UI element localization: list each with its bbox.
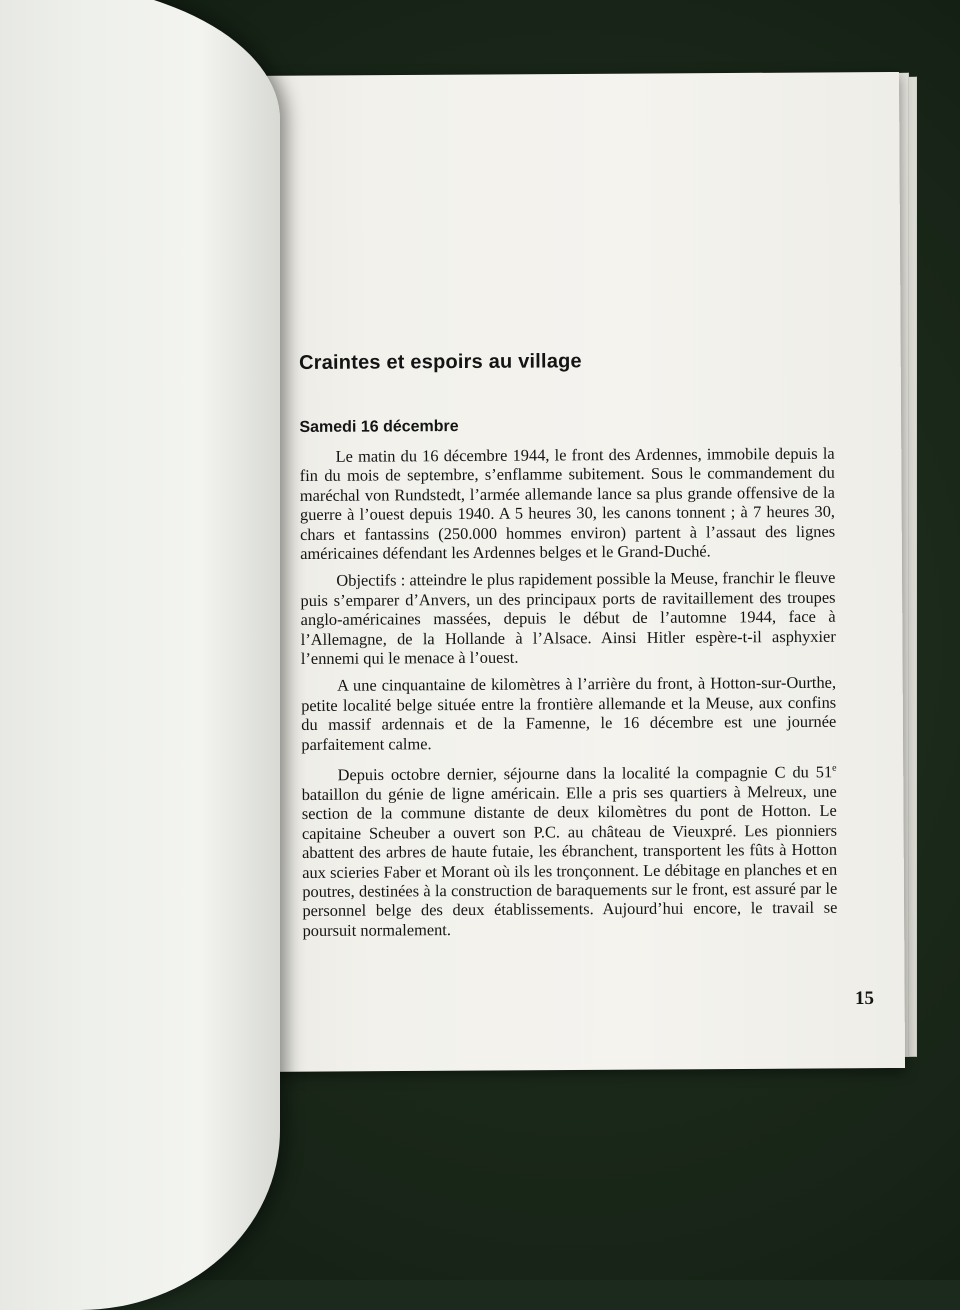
paragraph: Le matin du 16 décembre 1944, le front des Ardennes, immobile depuis la fin du mois de septembre, s’enflamme subitement. Sous le commandement du maréchal von Rundstedt, l’armée allemande lance sa plus grande offensive de la guerre à l’ouest depuis 1940. A 5 heures 30, les canons tonnent ; à 7 heures 30, chars et fantassins (250.000 hommes environ) partent à l’assaut des lignes américaines défendant les Ardennes belges et le Grand-Duché. [299, 443, 836, 564]
page-text-block [299, 349, 838, 948]
paragraph [302, 759, 838, 940]
paragraph-text: bataillon du génie de ligne américain. Elle a pris ses quartiers à Melreux, une section de la commune distante de deux kilomètres du pont de Hotton. Le capitaine Scheuber a ouvert son P.C. au château de Vieuxpré. Les pionniers abattent des arbres de haute futaie, les ébranchent, transportent les fûts à Hotton aux scieries Faber et Morant où ils les tronçonnent. Le débitage en planches et en poutres, destinées à la construction de baraquements sur le front, est assuré par le personnel belge des deux établissements. Aujourd’hui encore, le travail se poursuit normalement. [301, 781, 838, 940]
paragraph: Objectifs : atteindre le plus rapidement possible la Meuse, franchir le fleuve puis s’emparer d’Anvers, un des principaux ports de ravitaillement des troupes anglo-américaines massées, depuis le début de l’automne 1944, face à l’Allemagne, de la Hollande à l’Alsace. Ainsi Hitler espère-t-il asphyxier l’ennemi qui le menace à l’ouest. [300, 568, 836, 669]
section-title: Samedi 16 décembre [299, 418, 459, 436]
page-number: 15 [854, 987, 875, 1010]
paragraph-text: Depuis octobre dernier, séjourne dans la localité la compagnie C du 51 [337, 762, 833, 785]
paragraph: A une cinquantaine de kilomètres à l’arrière du front, à Hotton-sur-Ourthe, petite localité belge située entre la frontière allemande et la Meuse, aux confins du massif ardennais et de la Famenne, le 16 décembre est une journée parfaitement calme. [301, 673, 837, 754]
left-page [0, 0, 280, 1310]
superscript: e [832, 762, 837, 774]
chapter-title: Craintes et espoirs au village [299, 350, 582, 374]
